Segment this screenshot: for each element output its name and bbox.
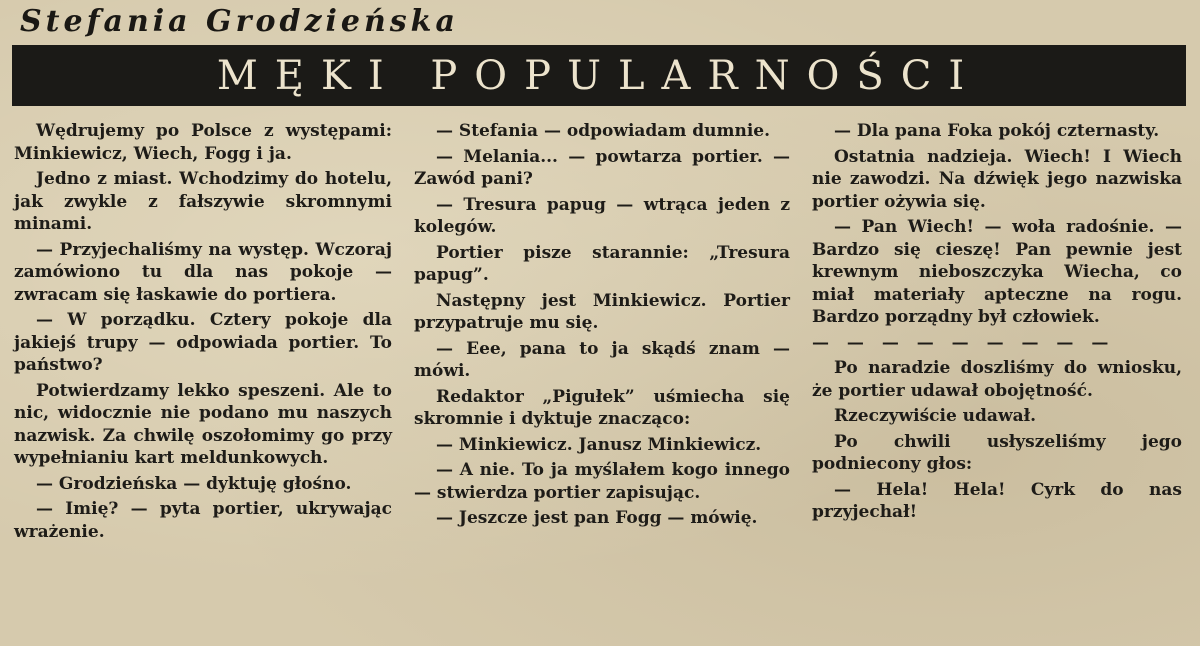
- paragraph: — Melania... — powtarza portier. — Zawód pani?: [414, 146, 790, 189]
- paragraph: — Imię? — pyta portier, ukrywając wrażenie.: [14, 499, 392, 542]
- paragraph: Jedno z miast. Wchodzimy do hotelu, jak zwykle z fałszywie skromnymi minami.: [14, 169, 392, 234]
- paragraph: Po chwili usłyszeliśmy jego podniecony głos:: [812, 431, 1182, 474]
- paragraph: Po naradzie doszliśmy do wniosku, że portier udawał obojętność.: [812, 358, 1182, 401]
- paragraph: — Tresura papug — wtrąca jeden z kolegów.: [414, 194, 790, 237]
- paragraph: — W porządku. Cztery pokoje dla jakiejś trupy — odpowiada portier. To państwo?: [14, 310, 392, 375]
- title-banner: [12, 45, 1186, 106]
- paragraph: — Pan Wiech! — woła radośnie. — Bardzo się cieszę! Pan pewnie jest krewnym nieboszczyka Wiecha, co miał materiały apteczne na rogu. Bardzo porządny był człowiek.: [812, 217, 1182, 327]
- paragraph: Potwierdzamy lekko speszeni. Ale to nic, widocznie nie podano mu naszych nazwisk. Za chwilę oszołomimy go przy wypełnianiu kart meldunkowych.: [14, 380, 392, 468]
- paragraph: — Dla pana Foka pokój czternasty.: [834, 121, 1160, 141]
- paragraph: — Przyjechaliśmy na występ. Wczoraj zamówiono tu dla nas pokoje — zwracam się łaskawie do portiera.: [14, 239, 392, 305]
- paragraph: — Minkiewicz. Janusz Minkiewicz.: [436, 434, 762, 455]
- article-title: MĘKI POPULARNOŚCI: [216, 52, 982, 99]
- paragraph: Redaktor „Pigułek” uśmiecha się skromnie i dyktuje znacząco:: [414, 386, 790, 429]
- paragraph: — Grodzieńska — dyktuję głośno.: [36, 473, 352, 494]
- paragraph: — Stefania — odpowiadam dumnie.: [436, 121, 771, 141]
- text-column-3: [812, 120, 1182, 527]
- paragraph: — A nie. To ja myślałem kogo innego — stwierdza portier zapisując.: [414, 460, 790, 503]
- paragraph: Ostatnia nadzieja. Wiech! I Wiech nie zawodzi. Na dźwięk jego nazwiska portier ożywia się.: [812, 146, 1182, 212]
- section-divider-dashes: — — — — — — — — —: [812, 332, 1115, 353]
- text-column-1: [14, 120, 392, 546]
- paragraph: Wędrujemy po Polsce z występami: Minkiewicz, Wiech, Fogg i ja.: [14, 121, 392, 164]
- paragraph: Rzeczywiście udawał.: [834, 406, 1037, 426]
- author-byline: Stefania Grodzieńska: [20, 4, 459, 39]
- paragraph: Portier pisze starannie: „Tresura papug”.: [414, 242, 790, 285]
- paragraph: — Eee, pana to ja skądś znam — mówi.: [414, 338, 790, 381]
- paragraph: — Jeszcze jest pan Fogg — mówię.: [436, 508, 758, 528]
- text-column-2: [414, 120, 790, 533]
- paragraph: — Hela! Hela! Cyrk do nas przyjechał!: [812, 479, 1182, 522]
- paragraph: Następny jest Minkiewicz. Portier przypatruje mu się.: [414, 290, 790, 333]
